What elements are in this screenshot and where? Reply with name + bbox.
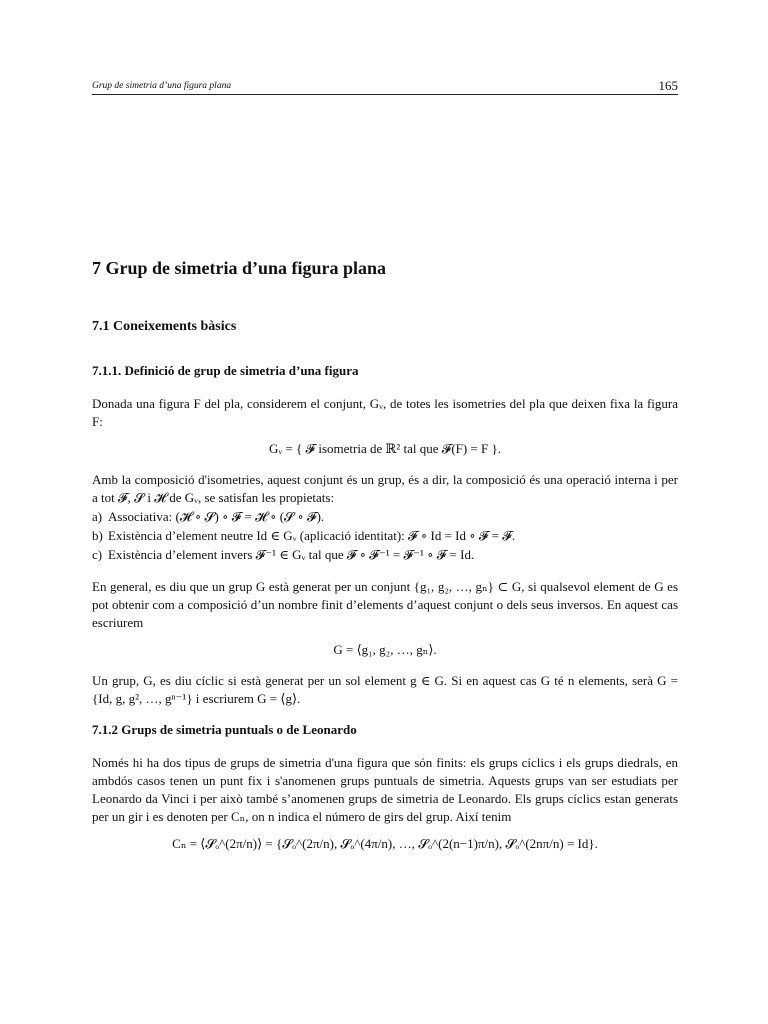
running-header	[92, 78, 678, 95]
property-key: c)	[92, 547, 103, 562]
property-key: b)	[92, 528, 103, 543]
property-item	[92, 507, 678, 526]
subsection-title-leonardo: 7.1.2 Grups de simetria puntuals o de Leonardo	[92, 722, 357, 737]
properties-list	[92, 507, 678, 564]
page-number: 165	[658, 78, 678, 93]
property-key: a)	[92, 509, 103, 524]
paragraph-definition: Donada una figura F del pla, considerem el conjunt, Gᵥ, de totes les isometries del pla que deixen fixa la figura F:	[92, 396, 678, 429]
running-title: Grup de simetria d’una figura plana	[92, 81, 232, 91]
paragraph-group-composition: Amb la composició d'isometries, aquest conjunt és un grup, és a dir, la composició és una operació interna i per a tot 𝓕, 𝓢 i 𝓗 de Gᵥ, se satisfan les propietats:	[92, 472, 678, 505]
equation-symmetry-group: Gᵥ = { 𝓕 isometria de ℝ² tal que 𝓕(F) = F }.	[268, 441, 502, 456]
paragraph-cyclic-group: Un grup, G, es diu cíclic si està generat per un sol element g ∈ G. Si en aquest cas G té n elements, serà G = {Id, g, g², …, gⁿ⁻¹} i escriurem G = ⟨g⟩.	[92, 673, 678, 706]
section-title: 7.1 Coneixements bàsics	[92, 319, 237, 334]
property-text: Existència d’element neutre Id ∈ Gᵥ (aplicació identitat): 𝓕 ∘ Id = Id ∘ 𝓕 = 𝓕.	[108, 528, 516, 543]
property-item	[92, 545, 678, 564]
subsection-title-definition: 7.1.1. Definició de grup de simetria d’una figura	[92, 363, 359, 378]
paragraph-leonardo-groups: Només hi ha dos tipus de grups de simetria d'una figura que són finits: els grups cíclics i els grups diedrals, en ambdós casos tenen un punt fix i s'anomenen grups puntuals de simetria. Aquests grups van ser estudiats per Leonardo da Vinci i per això també s’anomenen grups de simetria de Leonardo. Els grups cíclics estan generats per un gir i es denoten per Cₙ, on n indica el número de girs del grup. Així tenim	[92, 755, 678, 824]
paragraph-generated-group: En general, es diu que un grup G està generat per un conjunt {g₁, g₂, …, gₙ} ⊂ G, si qualsevol element de G es pot obtenir com a composició d’un nombre finit d’elements d’aquest conjunt o dels seus inversos. En aquest cas escriurem	[92, 579, 678, 630]
property-text: Existència d’element invers 𝓕⁻¹ ∈ Gᵥ tal que 𝓕 ∘ 𝓕⁻¹ = 𝓕⁻¹ ∘ 𝓕 = Id.	[108, 547, 475, 562]
page-body	[92, 258, 678, 866]
equation-generators: G = ⟨g₁, g₂, …, gₙ⟩.	[333, 642, 437, 657]
property-item	[92, 526, 678, 545]
equation-cyclic-group: Cₙ = ⟨𝓢ₒ^(2π/n)⟩ = {𝓢ₒ^(2π/n), 𝓢ₒ^(4π/n), …, 𝓢ₒ^(2(n−1)π/n), 𝓢ₒ^(2nπ/n) = Id}.	[172, 836, 598, 851]
property-text: Associativa: (𝓗 ∘ 𝓢) ∘ 𝓕 = 𝓗 ∘ (𝓢 ∘ 𝓕).	[108, 509, 325, 524]
chapter-title: 7 Grup de simetria d’una figura plana	[92, 258, 387, 278]
